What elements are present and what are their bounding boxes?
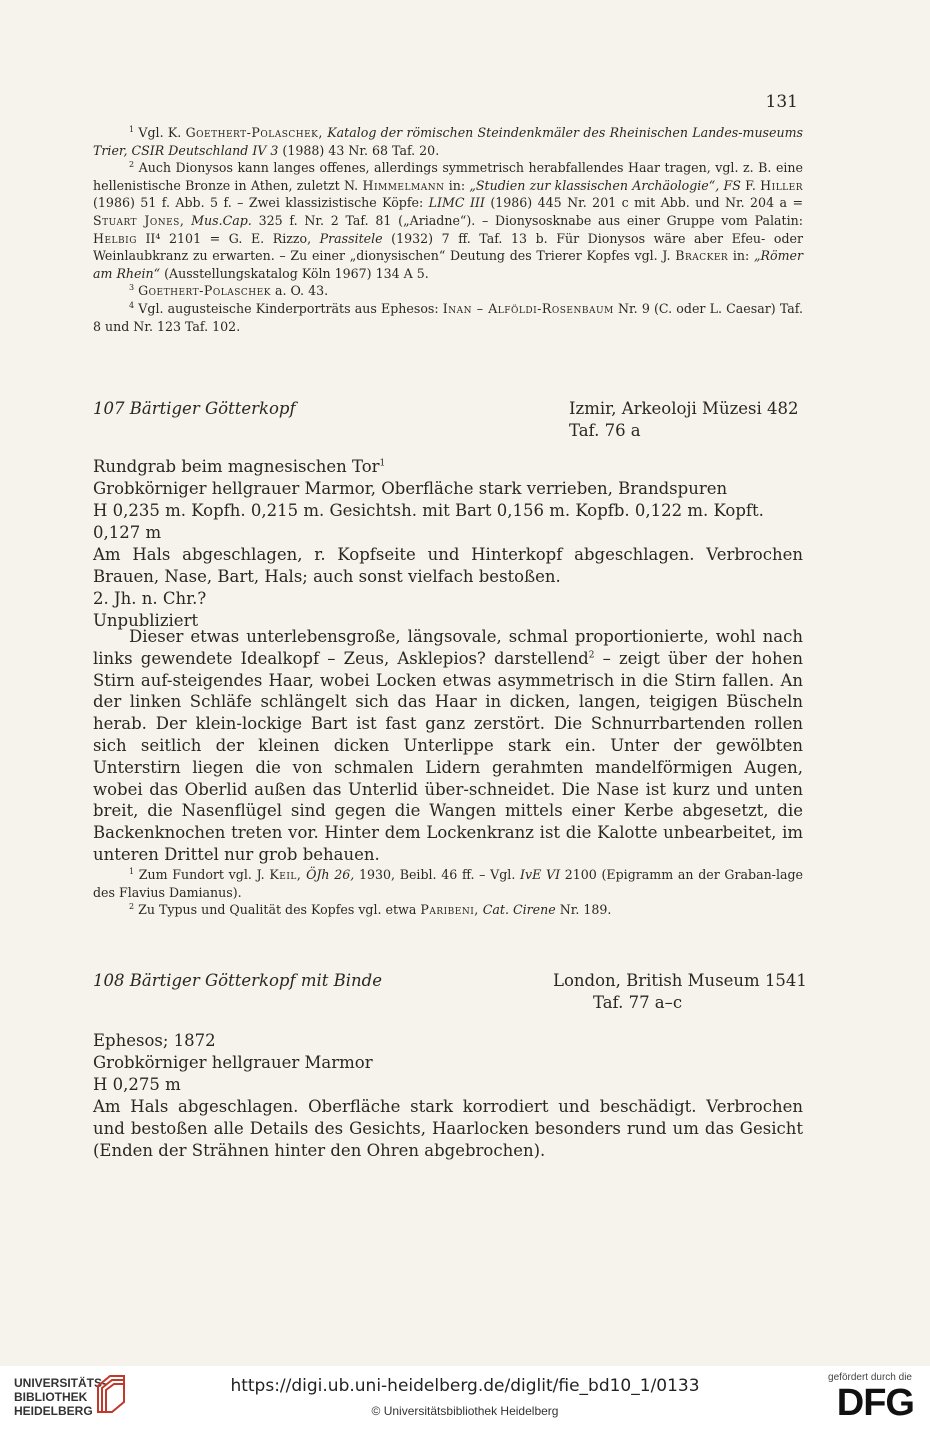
footnote-number: 1 bbox=[129, 124, 135, 134]
dfg-logo[interactable]: DFG bbox=[836, 1382, 914, 1424]
page-number: 131 bbox=[765, 92, 798, 112]
footnote: $^2$ Zu Typus und Qualität des Kopfes vgl. etwa Paribeni, Cat. Cirene Nr. 189. bbox=[129, 902, 612, 918]
entry-108-find-spot: Ephesos; 1872 bbox=[93, 1031, 216, 1050]
entry-108-title: 108 Bärtiger Götterkopf mit Binde bbox=[93, 971, 382, 990]
entry-108-dimensions: H 0,275 m bbox=[93, 1075, 181, 1094]
entry-107-condition: Am Hals abgeschlagen, r. Kopfseite und Hinterkopf abgeschlagen. Verbrochen Brauen, Nase, Bart, Hals; auch sonst vielfach bestoßen. bbox=[93, 545, 803, 586]
copyright: © Universitätsbibliothek Heidelberg bbox=[371, 1404, 559, 1418]
entry-107-plate: Taf. 76 a bbox=[569, 421, 641, 440]
footnote-ref: 1 bbox=[379, 458, 386, 469]
footnote-number: 1 bbox=[129, 866, 135, 876]
entry-108-condition: Am Hals abgeschlagen. Oberfläche stark korrodiert und beschädigt. Verbrochen und bestoßen alle Details des Gesichts, Haarlocken besonders rund um das Gesicht (Enden der Strähnen hinter den Ohren abgebrochen). bbox=[93, 1097, 803, 1160]
entry-107-footnotes bbox=[93, 866, 803, 919]
funder-note: gefördert durch die bbox=[828, 1372, 912, 1383]
entry-107-header bbox=[93, 398, 803, 442]
entry-107-location: Izmir, Arkeoloji Müzesi 482 bbox=[569, 399, 799, 418]
footnote: $^1$ Vgl. K. Goethert-Polaschek, Katalog der römischen Steindenkmäler des Rheinischen Landes-museums Trier, CSIR Deutschland IV 3 (1988) 43 Nr. 68 Taf. 20. bbox=[93, 124, 803, 158]
entry-107-material: Grobkörniger hellgrauer Marmor, Oberfläche stark verrieben, Brandspuren bbox=[93, 479, 728, 498]
footnote: $^3$ Goethert-Polaschek a. O. 43. bbox=[129, 283, 329, 299]
footnote-ref: 2 bbox=[588, 650, 595, 661]
footnote: $^4$ Vgl. augusteische Kinderporträts aus Ephesos: Inan – Alföldi-Rosenbaum Nr. 9 (C. oder L. Caesar) Taf. 8 und Nr. 123 Taf. 102. bbox=[93, 300, 803, 334]
permalink-url[interactable]: https://digi.ub.uni-heidelberg.de/diglit/fie_bd10_1/0133 bbox=[230, 1376, 700, 1396]
entry-107-publication: Unpubliziert bbox=[93, 611, 199, 630]
entry-107-meta bbox=[93, 456, 803, 632]
entry-107-description: Dieser etwas unterlebensgroße, längsovale, schmal proportionierte, wohl nach links gewendete Idealkopf – Zeus, Asklepios? darstellend$^2$ – zeigt über der hohen Stirn auf-steigendes Haar, wobei Locken etwas asymmetrisch in die Stirn fallen. An der linken Schläfe schlängelt sich das Haar in dicken, langen, teigigen Büscheln herab. Der klein-lockige Bart ist fast ganz zerstört. Die Schnurrbartenden rollen sich seitlich der kleinen dicken Unterlippe stark ein. Unter der gewölbten Unterstirn liegen die von schmalen Lidern gerahmten mandelförmigen Augen, wobei das Oberlid außen das Unterlid über-schneidet. Die Nase ist kurz und unten breit, die Nasenflügel sind gegen die Wangen mittels einer Kerbe abgesetzt, die Backenknochen treten vor. Hinter dem Lockenkranz ist die Kalotte unbearbeitet, im unteren Drittel nur grob behauen. bbox=[93, 627, 803, 864]
entry-108-location: London, British Museum 1541 bbox=[553, 971, 807, 990]
footnote: $^2$ Auch Dionysos kann langes offenes, allerdings symmetrisch herabfallendes Haar tragen, vgl. z. B. eine hellenistische Bronze in Athen, zuletzt N. Himmelmann in: „Studien zur klassischen Archäologie“, FS F. Hiller (1986) 51 f. Abb. 5 f. – Zwei klassizistische Köpfe: LIMC III (1986) 445 Nr. 201 c mit Abb. und Nr. 204 a = Stuart Jones, Mus.Cap. 325 f. Nr. 2 Taf. 81 („Ariadne“). – Dionysosknabe aus einer Gruppe vom Palatin: Helbig II⁴ 2101 = G. E. Rizzo, Prassitele (1932) 7 ff. Taf. 13 b. Für Dionysos wäre aber Efeu- oder Weinlaubkranz zu erwarten. – Zu einer „dionysischen“ Deutung des Trierer Kopfes vgl. J. Bracker in: „Römer am Rhein“ (Ausstellungskatalog Köln 1967) 134 A 5. bbox=[93, 160, 804, 281]
entry-107-dimensions: H 0,235 m. Kopfh. 0,215 m. Gesichtsh. mit Bart 0,156 m. Kopfb. 0,122 m. Kopft. 0,127 m bbox=[93, 501, 764, 542]
footnote: $^1$ Zum Fundort vgl. J. Keil, ÖJh 26, 1930, Beibl. 46 ff. – Vgl. IvE VI 2100 (Epigramm an der Graban-lage des Flavius Damianus). bbox=[93, 866, 803, 900]
entry-107-title: 107 Bärtiger Götterkopf bbox=[93, 399, 296, 418]
footer bbox=[0, 1366, 930, 1430]
entry-108-header bbox=[93, 970, 807, 1014]
entry-108-material: Grobkörniger hellgrauer Marmor bbox=[93, 1053, 373, 1072]
entry-108-plate: Taf. 77 a–c bbox=[593, 993, 683, 1012]
footnote-number: 2 bbox=[129, 160, 135, 169]
footnote-number: 3 bbox=[129, 283, 135, 293]
entry-108-meta bbox=[93, 1030, 803, 1162]
top-footnotes bbox=[93, 124, 803, 335]
ub-logo[interactable]: UNIVERSITÄTS- BIBLIOTHEK HEIDELBERG bbox=[14, 1376, 107, 1418]
entry-107-find-spot: Rundgrab beim magnesischen Tor bbox=[93, 457, 380, 476]
footnote-number: 4 bbox=[129, 300, 135, 310]
footnote-number: 2 bbox=[129, 902, 135, 911]
entry-107-date: 2. Jh. n. Chr.? bbox=[93, 589, 207, 608]
